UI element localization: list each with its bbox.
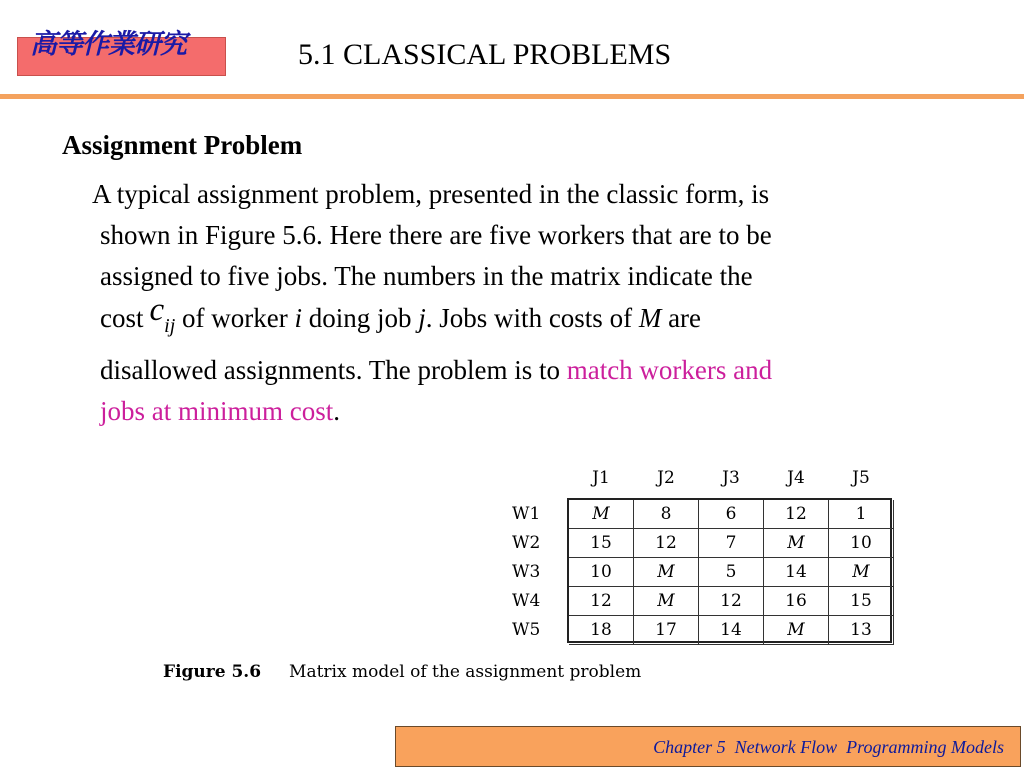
- column-header: J1: [592, 468, 610, 488]
- paragraph-line: assigned to five jobs. The numbers in the matrix indicate the: [100, 261, 753, 291]
- row-header: W2: [512, 533, 541, 553]
- matrix-cell: M: [764, 616, 829, 645]
- var-i: i: [294, 303, 303, 333]
- row-header: W4: [512, 591, 541, 611]
- row-header: W1: [512, 504, 541, 524]
- matrix-cell: 1: [829, 500, 894, 529]
- paragraph-line: [100, 391, 980, 432]
- row-header: W5: [512, 620, 541, 640]
- cost-symbol-base: c: [149, 292, 165, 328]
- matrix-cell: 5: [699, 558, 764, 587]
- caption-label: Figure 5.6: [163, 662, 262, 682]
- matrix-cell: 16: [764, 587, 829, 616]
- matrix-cell: 12: [634, 529, 699, 558]
- matrix-cell: 6: [699, 500, 764, 529]
- matrix-cell: M: [634, 558, 699, 587]
- cost-symbol: [149, 292, 176, 337]
- paragraph-line: A typical assignment problem, presented in the classic form, is: [92, 179, 770, 209]
- paragraph-line: [100, 350, 980, 391]
- matrix-cell: 15: [569, 529, 634, 558]
- matrix-cell: 17: [634, 616, 699, 645]
- matrix-cell: M: [634, 587, 699, 616]
- highlight-text: jobs at minimum cost: [100, 395, 334, 426]
- text-segment: .: [333, 395, 340, 426]
- caption-text: Matrix model of the assignment problem: [289, 662, 642, 682]
- matrix-cell: 18: [569, 616, 634, 645]
- paragraph-line: shown in Figure 5.6. Here there are five workers that are to be: [100, 220, 772, 250]
- text-segment: . Jobs with costs of: [425, 303, 639, 333]
- text-segment: are: [661, 303, 702, 333]
- column-header: J3: [722, 468, 740, 488]
- matrix-cell: 12: [569, 587, 634, 616]
- matrix-cell: M: [764, 529, 829, 558]
- highlight-text: match workers and: [566, 354, 773, 385]
- matrix-cell: M: [569, 500, 634, 529]
- section-heading: Assignment Problem: [62, 130, 303, 160]
- text-segment: cost: [100, 303, 144, 333]
- text-segment: of worker: [175, 303, 295, 333]
- column-header: J4: [787, 468, 805, 488]
- column-header: J5: [852, 468, 870, 488]
- matrix-cell: 12: [764, 500, 829, 529]
- matrix-cell: 10: [829, 529, 894, 558]
- footer-text: Chapter 5 Network Flow Programming Models: [653, 737, 1004, 757]
- matrix-cell: M: [829, 558, 894, 587]
- matrix-cell: 12: [699, 587, 764, 616]
- header-divider: [0, 94, 1024, 99]
- matrix-cell: 15: [829, 587, 894, 616]
- matrix-grid: [567, 498, 892, 643]
- matrix-cell: 14: [764, 558, 829, 587]
- footer-bar: [395, 726, 1021, 767]
- matrix-cell: 14: [699, 616, 764, 645]
- assignment-matrix: [512, 468, 902, 648]
- body-paragraph: [92, 174, 980, 432]
- matrix-cell: 10: [569, 558, 634, 587]
- badge-text: 高等作業研究: [30, 29, 186, 60]
- paragraph-line: [100, 292, 980, 350]
- text-segment: doing job: [302, 303, 419, 333]
- page-title: 5.1 CLASSICAL PROBLEMS: [298, 38, 672, 71]
- matrix-cell: 13: [829, 616, 894, 645]
- text-segment: disallowed assignments. The problem is to: [100, 354, 567, 385]
- column-header: J2: [657, 468, 675, 488]
- cost-symbol-subscript: ij: [164, 314, 176, 337]
- row-header: W3: [512, 562, 541, 582]
- var-j: j: [418, 303, 426, 333]
- matrix-cell: 7: [699, 529, 764, 558]
- var-m: M: [638, 303, 662, 333]
- figure-caption: [163, 662, 641, 682]
- matrix-cell: 8: [634, 500, 699, 529]
